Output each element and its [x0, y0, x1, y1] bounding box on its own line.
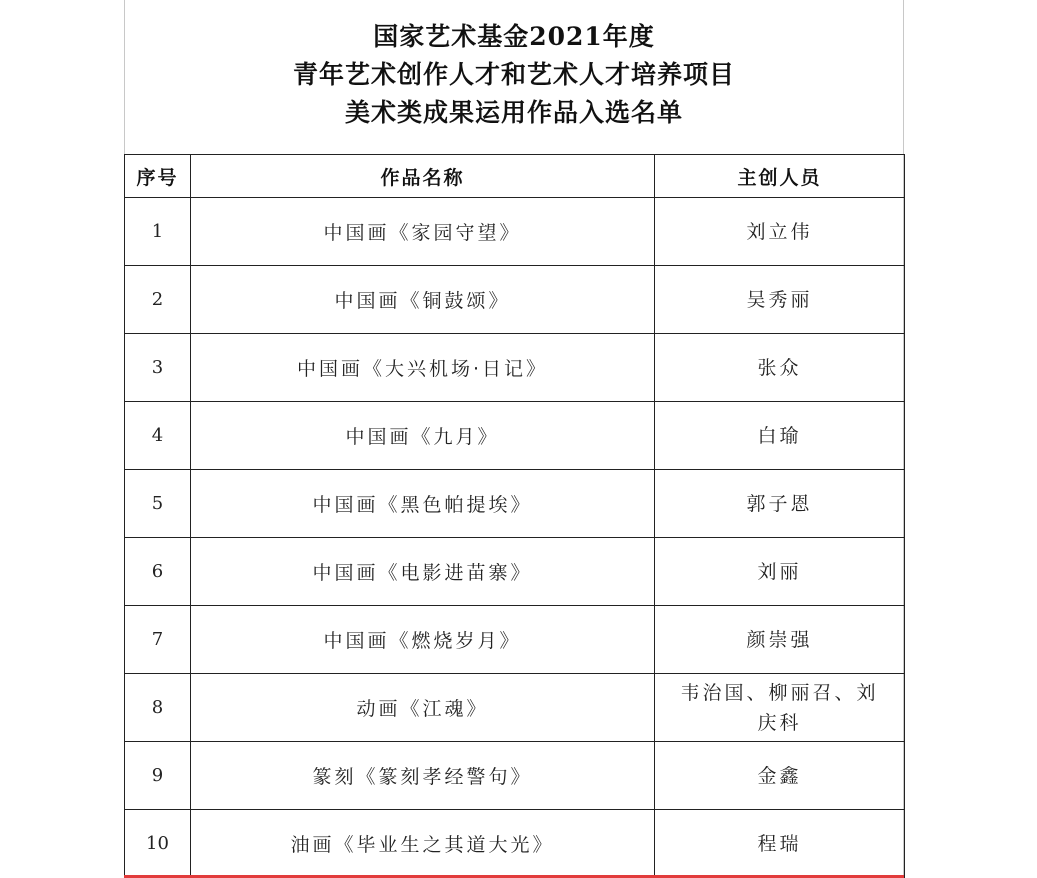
row-work: 中国画《黑色帕提埃》	[191, 470, 655, 538]
row-seq: 7	[125, 606, 191, 674]
row-creator: 吴秀丽	[655, 266, 905, 334]
row-seq: 9	[125, 742, 191, 810]
row-creator: 郭子恩	[655, 470, 905, 538]
row-creator: 韦治国、柳丽召、刘庆科	[655, 674, 905, 742]
row-seq: 1	[125, 198, 191, 266]
title-line-1: 国家艺术基金2021年度	[373, 22, 655, 51]
table-row	[125, 674, 905, 742]
row-seq: 8	[125, 674, 191, 742]
row-work: 篆刻《篆刻孝经警句》	[191, 742, 655, 810]
row-creator: 刘立伟	[655, 198, 905, 266]
row-work: 中国画《九月》	[191, 402, 655, 470]
row-creator: 刘丽	[655, 538, 905, 606]
row-work: 中国画《铜鼓颂》	[191, 266, 655, 334]
document-title	[124, 18, 904, 132]
row-seq: 3	[125, 334, 191, 402]
row-work: 中国画《电影进苗寨》	[191, 538, 655, 606]
row-seq: 10	[125, 810, 191, 878]
row-work: 中国画《大兴机场·日记》	[191, 334, 655, 402]
table-row	[125, 742, 905, 810]
row-creator: 颜崇强	[655, 606, 905, 674]
table-row	[125, 198, 905, 266]
row-seq: 5	[125, 470, 191, 538]
table-row	[125, 606, 905, 674]
row-seq: 2	[125, 266, 191, 334]
header-creator: 主创人员	[655, 155, 905, 198]
title-line-2: 青年艺术创作人才和艺术人才培养项目	[292, 60, 735, 89]
table-row	[125, 402, 905, 470]
row-creator: 白瑜	[655, 402, 905, 470]
row-work: 动画《江魂》	[191, 674, 655, 742]
row-creator: 金鑫	[655, 742, 905, 810]
table-row	[125, 470, 905, 538]
row-creator: 张众	[655, 334, 905, 402]
table-row	[125, 334, 905, 402]
row-seq: 4	[125, 402, 191, 470]
row-work: 中国画《家园守望》	[191, 198, 655, 266]
row-creator: 程瑞	[655, 810, 905, 878]
row-work: 油画《毕业生之其道大光》	[191, 810, 655, 878]
header-seq: 序号	[125, 155, 191, 198]
row-seq: 6	[125, 538, 191, 606]
table-row	[125, 266, 905, 334]
table-header-row	[125, 155, 905, 198]
title-line-3: 美术类成果运用作品入选名单	[344, 98, 683, 127]
table-row	[125, 810, 905, 878]
header-work: 作品名称	[191, 155, 655, 198]
selection-table	[124, 154, 905, 878]
row-work: 中国画《燃烧岁月》	[191, 606, 655, 674]
table-row	[125, 538, 905, 606]
